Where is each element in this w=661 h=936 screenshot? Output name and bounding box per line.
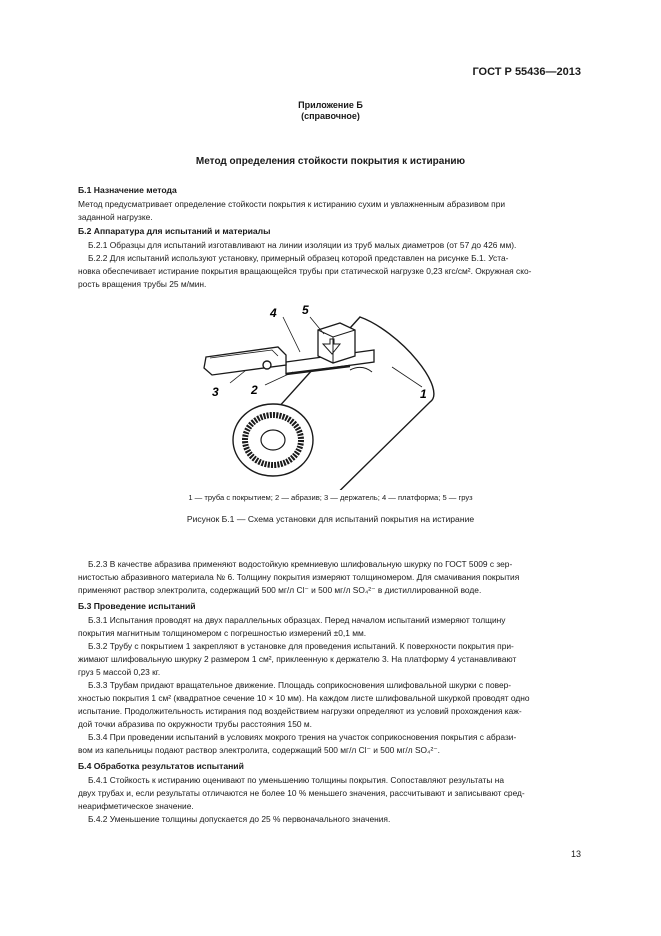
figure-label-5: 5 xyxy=(302,303,309,317)
figure-label-2: 2 xyxy=(251,383,258,397)
section-b4-heading: Б.4 Обработка результатов испытаний xyxy=(78,761,244,771)
section-b2-p2-line3: рость вращения трубы 25 м/мин. xyxy=(78,279,207,289)
section-b2-p1: Б.2.1 Образцы для испытаний изготавливают на линии изоляции из труб малых диаметров (от 57 до 426 мм). xyxy=(88,240,517,250)
holder-pivot xyxy=(263,361,271,369)
section-b1-line1: Метод предусматривает определение стойкости покрытия к истиранию сухим и увлажненным абразивом при xyxy=(78,199,506,209)
section-b3-p4-line1: Б.3.4 При проведении испытаний в условиях мокрого трения на участок соприкосновения покрытия с абрази- xyxy=(88,732,517,742)
page-number: 13 xyxy=(570,849,581,859)
section-b2-p3-line2: нистостью абразивного материала № 6. Толщину покрытия измеряют толщиномером. Для смачивания покрытия xyxy=(78,572,520,582)
appendix-title: Приложение Б xyxy=(298,100,363,110)
section-b3-heading: Б.3 Проведение испытаний xyxy=(78,601,196,611)
section-b3-p2-line1: Б.3.2 Трубу с покрытием 1 закрепляют в установке для проведения испытаний. К поверхности покрытия при- xyxy=(88,641,514,651)
weight xyxy=(318,323,355,363)
appendix-note: (справочное) xyxy=(301,111,360,121)
figure-label-1: 1 xyxy=(420,387,427,401)
figure-label-4: 4 xyxy=(270,306,277,320)
page-title: Метод определения стойкости покрытия к истиранию xyxy=(195,156,466,167)
section-b3-p2-line3: груз 5 массой 0,23 кг. xyxy=(78,667,161,677)
figure-caption: Рисунок Б.1 — Схема установки для испытаний покрытия на истирание xyxy=(186,514,475,524)
section-b2-p3-line1: Б.2.3 В качестве абразива применяют водостойкую кремниевую шлифовальную шкурку по ГОСТ 5009 с зер- xyxy=(88,559,513,569)
pipe-surface-line xyxy=(350,367,372,372)
section-b4-p2: Б.4.2 Уменьшение толщины допускается до 25 % первоначального значения. xyxy=(88,814,391,824)
section-b2-p2-line2: новка обеспечивает истирание покрытия вращающейся трубы при статической нагрузке 0,23 кгс/см². Окружная ско- xyxy=(78,266,532,276)
section-b3-p3-line4: дой точки абразива по окружности трубы расстояния 150 м. xyxy=(78,719,312,729)
pipe-bore xyxy=(261,430,285,450)
section-b3-p3-line3: испытание. Продолжительность истирания под воздействием нагрузки определяют из условий прохождения каж- xyxy=(78,706,522,716)
test-setup-figure xyxy=(150,290,450,490)
standard-header: ГОСТ Р 55436—2013 xyxy=(472,66,581,78)
section-b3-p2-line2: жимают шлифовальную шкурку 2 размером 1 см², приклеенную к держателю 3. На платформу 4 устанавливают xyxy=(78,654,517,664)
section-b1-heading: Б.1 Назначение метода xyxy=(78,185,177,195)
section-b2-p3-line3: применяют раствор электролита, содержащий 500 мг/л Cl⁻ и 500 мг/л SO₄²⁻ в дистиллированной воде. xyxy=(78,585,482,595)
section-b3-p1-line2: покрытия магнитным толщиномером с погрешностью измерений ±0,1 мм. xyxy=(78,628,367,638)
section-b4-p1-line1: Б.4.1 Стойкость к истиранию оценивают по уменьшению толщины покрытия. Сопоставляют результаты на xyxy=(88,775,505,785)
section-b4-p1-line2: двух трубах и, если результаты отличаются не более 10 % меньшего значения, рассчитывают и записывают сред- xyxy=(78,788,525,798)
section-b1-line2: заданной нагрузке. xyxy=(78,212,153,222)
section-b3-p3-line2: хностью покрытия 1 см² (квадратное сечение 10 × 10 мм). На каждом листе шлифовальной шкуркой проводят одно xyxy=(78,693,530,703)
section-b3-p1-line1: Б.3.1 Испытания проводят на двух параллельных образцах. Перед началом испытаний измеряют толщину xyxy=(88,615,506,625)
section-b2-p2-line1: Б.2.2 Для испытаний используют установку, примерный образец которой представлен на рисунке Б.1. Уста- xyxy=(88,253,509,263)
section-b2-heading: Б.2 Аппаратура для испытаний и материалы xyxy=(78,226,271,236)
section-b4-p1-line3: неарифметическое значение. xyxy=(78,801,194,811)
figure-legend: 1 — труба с покрытием; 2 — абразив; 3 — держатель; 4 — платформа; 5 — груз xyxy=(188,493,473,502)
section-b3-p3-line1: Б.3.3 Трубам придают вращательное движение. Площадь соприкосновения шлифовальной шкурки с повер- xyxy=(88,680,512,690)
section-b3-p4-line2: вом из капельницы подают раствор электролита, содержащий 500 мг/л Cl⁻ и 500 мг/л SO₄²⁻. xyxy=(78,745,440,755)
figure-label-3: 3 xyxy=(212,385,219,399)
